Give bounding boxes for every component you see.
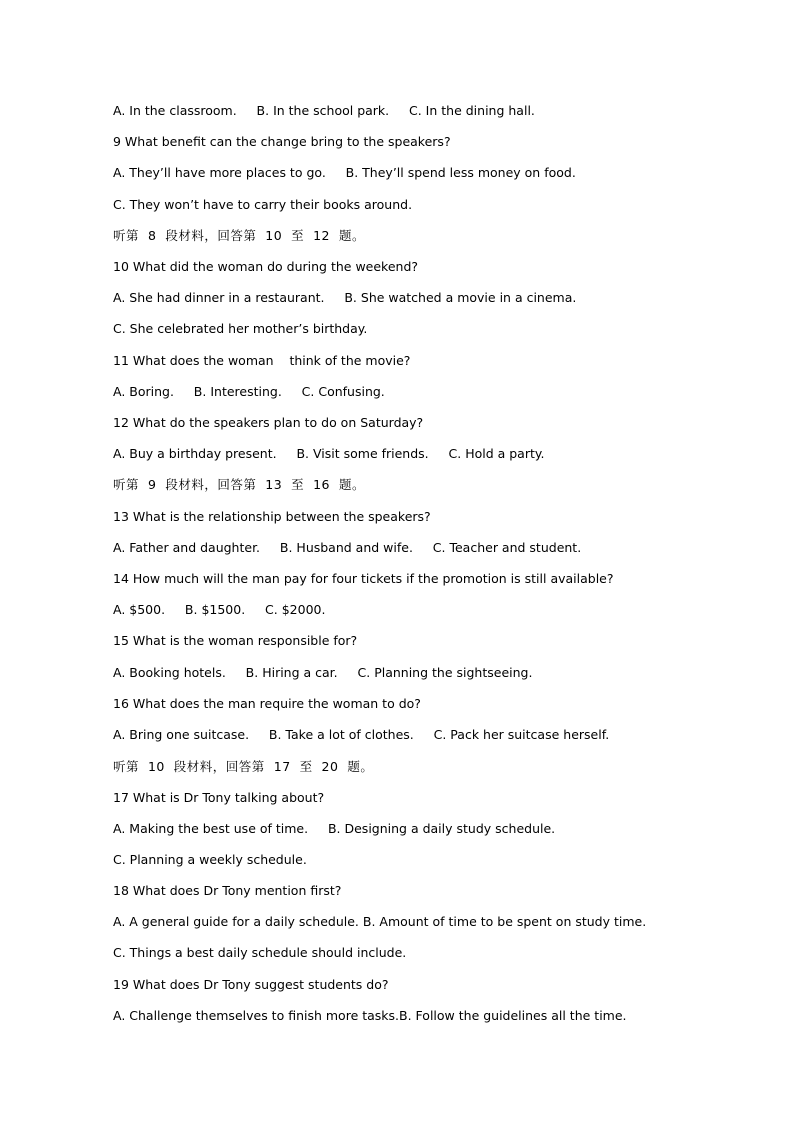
question-17: 17 What is Dr Tony talking about? xyxy=(113,790,325,805)
question-14: 14 How much will the man pay for four tickets if the promotion is still available? xyxy=(113,571,614,586)
answer-options-q9-ab: A. They’ll have more places to go. B. They’ll spend less money on food. xyxy=(113,165,576,180)
answer-options-q13: A. Father and daughter. B. Husband and wife. C. Teacher and student. xyxy=(113,540,582,555)
answer-options-q10-ab: A. She had dinner in a restaurant. B. She watched a movie in a cinema. xyxy=(113,290,577,305)
answer-options-q16: A. Bring one suitcase. B. Take a lot of clothes. C. Pack her suitcase herself. xyxy=(113,727,610,742)
answer-options-q8: A. In the classroom. B. In the school park. C. In the dining hall. xyxy=(113,103,535,118)
answer-options-q15: A. Booking hotels. B. Hiring a car. C. Planning the sightseeing. xyxy=(113,665,533,680)
answer-option-q10-c: C. She celebrated her mother’s birthday. xyxy=(113,321,368,336)
question-13: 13 What is the relationship between the speakers? xyxy=(113,509,431,524)
answer-options-q19-ab: A. Challenge themselves to finish more tasks.B. Follow the guidelines all the time. xyxy=(113,1008,627,1023)
question-15: 15 What is the woman responsible for? xyxy=(113,633,358,648)
section-heading-material-8: 听第 8 段材料，回答第 10 至 12 题。 xyxy=(113,228,365,243)
section-heading-material-9: 听第 9 段材料，回答第 13 至 16 题。 xyxy=(113,477,365,492)
question-12: 12 What do the speakers plan to do on Saturday? xyxy=(113,415,424,430)
question-10: 10 What did the woman do during the weekend? xyxy=(113,259,419,274)
answer-options-q14: A. $500. B. $1500. C. $2000. xyxy=(113,602,326,617)
section-heading-material-10: 听第 10 段材料，回答第 17 至 20 题。 xyxy=(113,759,374,774)
answer-options-q12: A. Buy a birthday present. B. Visit some friends. C. Hold a party. xyxy=(113,446,545,461)
answer-option-q17-c: C. Planning a weekly schedule. xyxy=(113,852,307,867)
answer-options-q18-ab: A. A general guide for a daily schedule. B. Amount of time to be spent on study time. xyxy=(113,914,647,929)
question-9: 9 What benefit can the change bring to the speakers? xyxy=(113,134,451,149)
question-16: 16 What does the man require the woman to do? xyxy=(113,696,421,711)
answer-option-q9-c: C. They won’t have to carry their books around. xyxy=(113,197,413,212)
question-19: 19 What does Dr Tony suggest students do? xyxy=(113,977,389,992)
answer-options-q17-ab: A. Making the best use of time. B. Designing a daily study schedule. xyxy=(113,821,556,836)
question-18: 18 What does Dr Tony mention first? xyxy=(113,883,342,898)
answer-option-q18-c: C. Things a best daily schedule should include. xyxy=(113,945,407,960)
answer-options-q11: A. Boring. B. Interesting. C. Confusing. xyxy=(113,384,385,399)
question-11: 11 What does the woman think of the movie? xyxy=(113,353,411,368)
